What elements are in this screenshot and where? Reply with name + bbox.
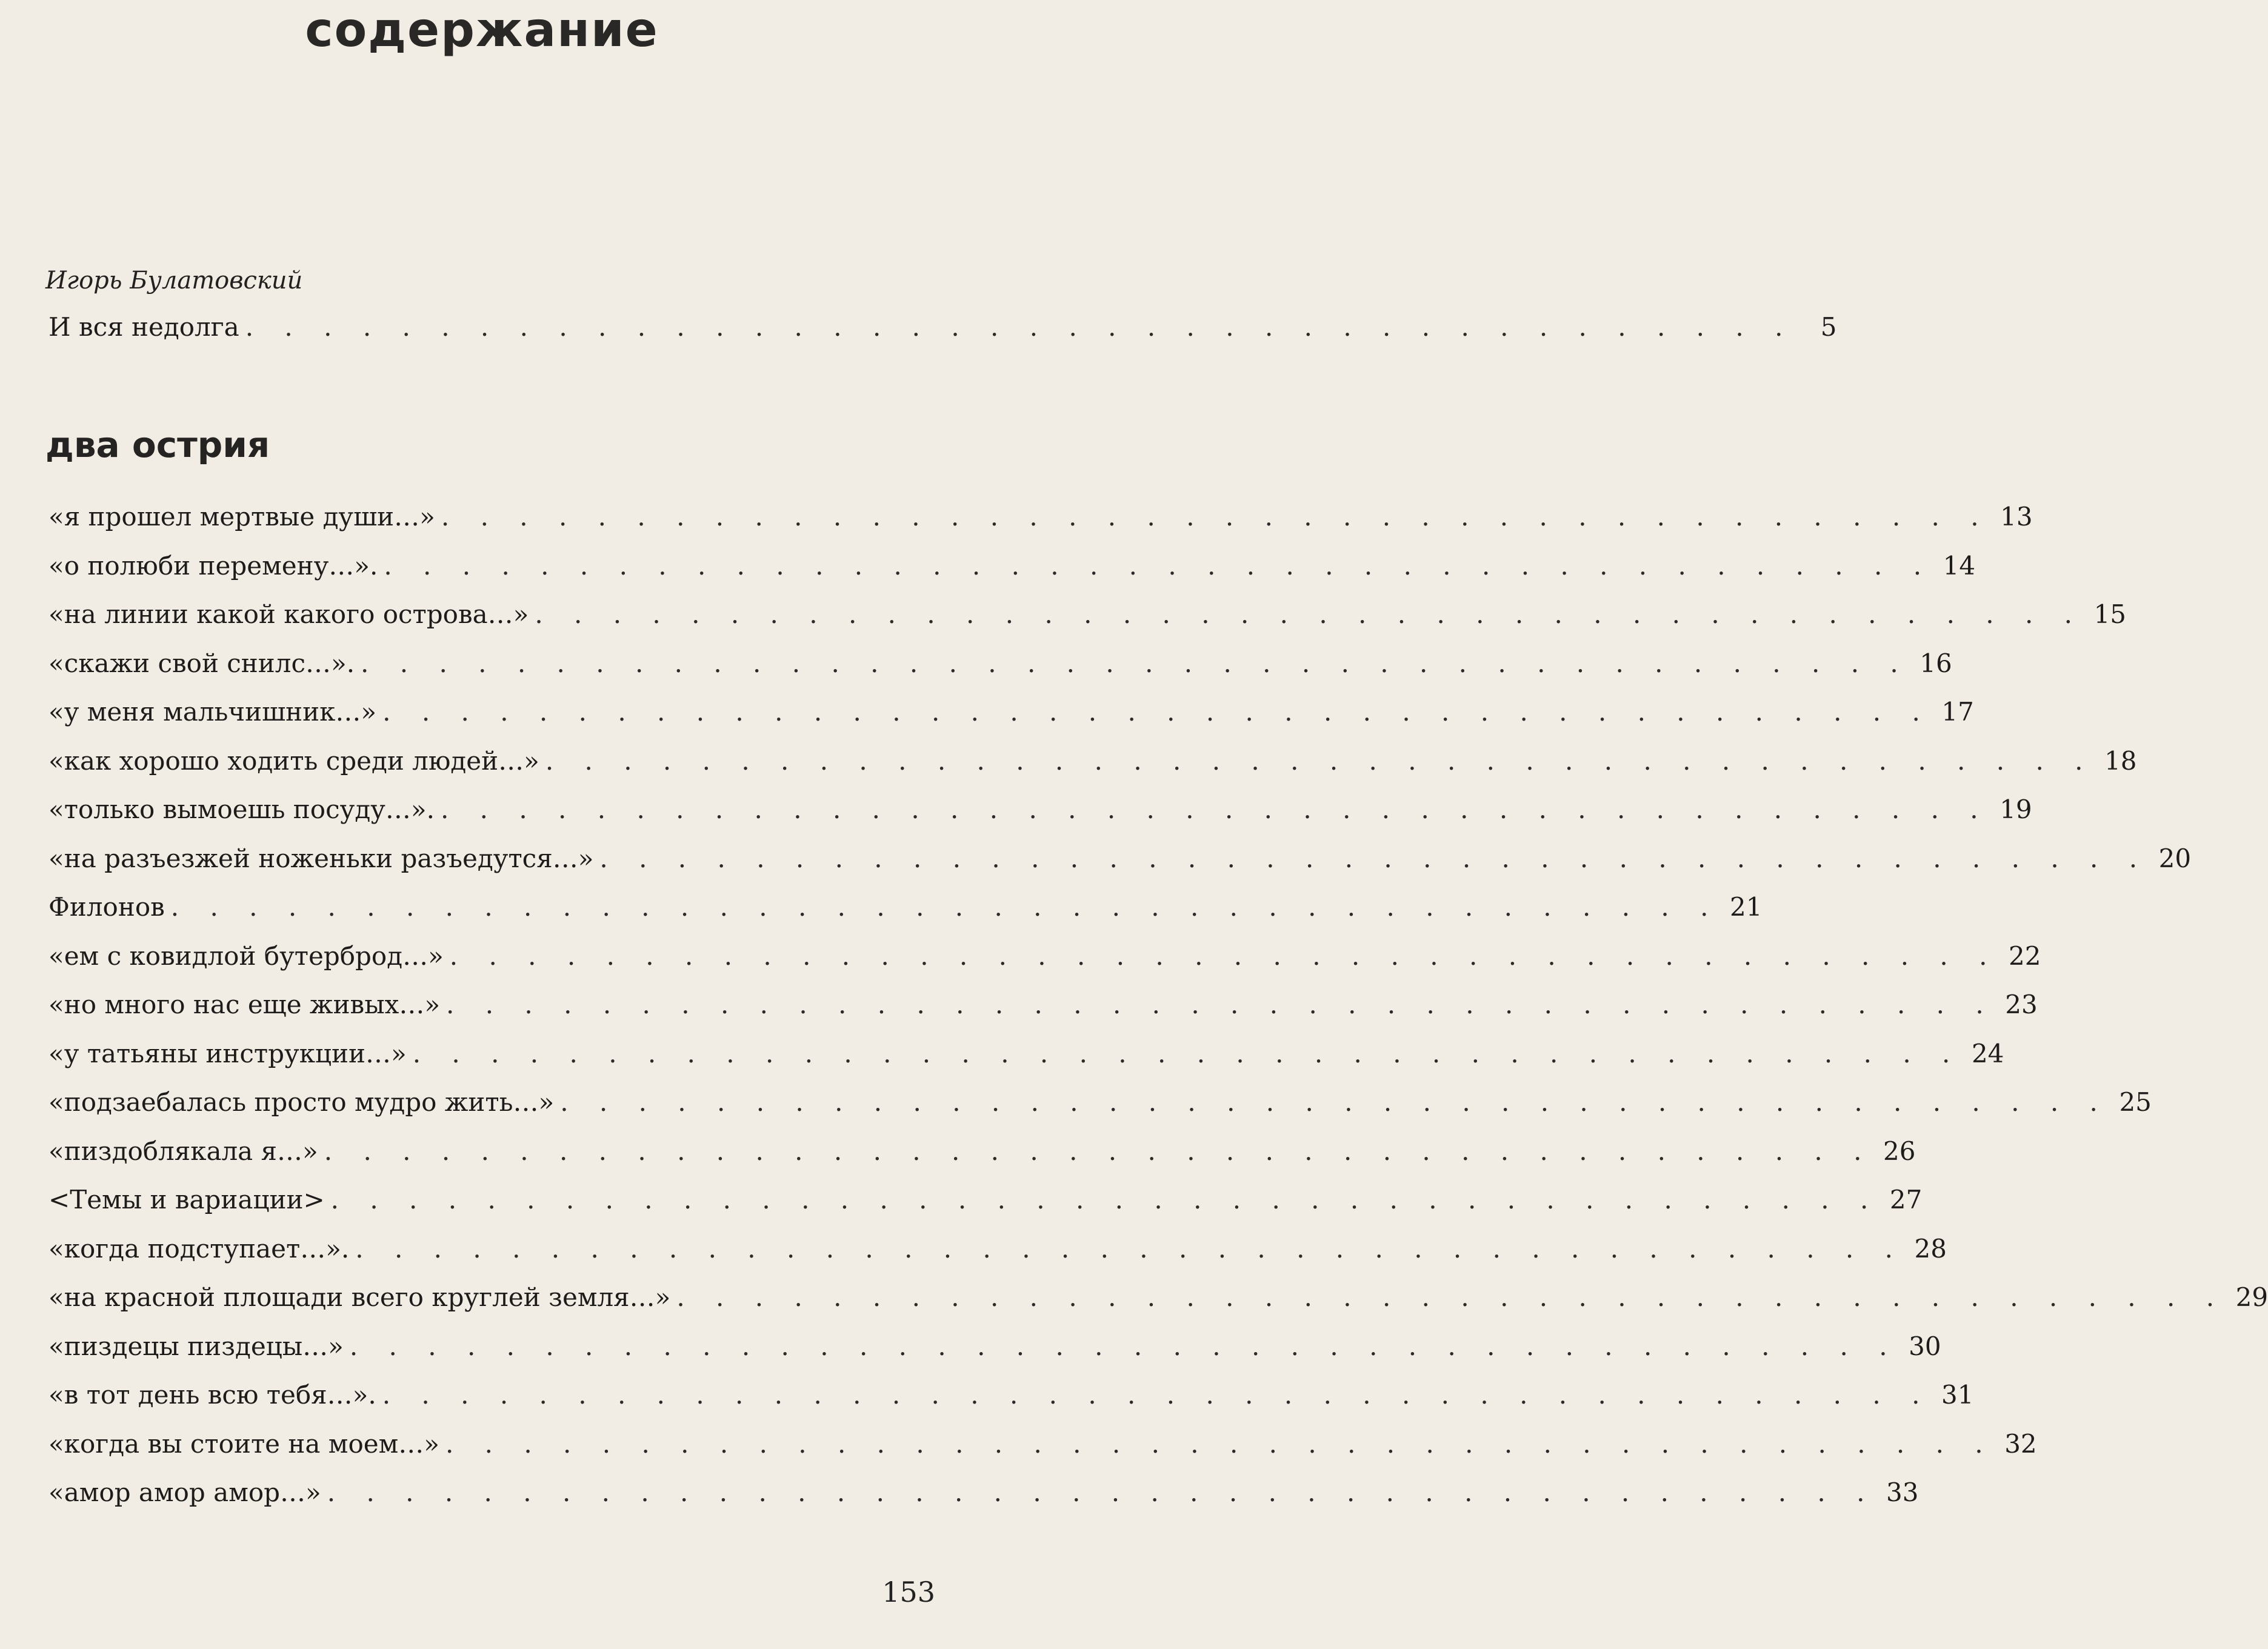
toc-entry-title: <Темы и вариации> (48, 1185, 325, 1214)
toc-entry (48, 1081, 2152, 1124)
toc-entry-intro (48, 306, 1837, 348)
toc-entry (48, 545, 1976, 587)
toc-entry (48, 1228, 1947, 1270)
toc-leader-dots: . . . . . . . . . . . . . . . . . . . . . . . . . . . . . . . . . . . . . . . . (545, 745, 2095, 776)
toc-entry-page: 5 (1820, 312, 1837, 342)
toc-entry-page: 24 (1971, 1038, 2004, 1068)
toc-entry-page: 25 (2119, 1087, 2152, 1117)
toc-leader-dots: . . . . . . . . . . . . . . . . . . . . . . . . . . . . . . . . . . . . . . . . (361, 648, 1910, 678)
toc-entry (48, 935, 2041, 978)
toc-entry-page: 15 (2093, 599, 2127, 629)
toc-leader-dots: . . . . . . . . . . . . . . . . . . . . . . . . . . . . . . . . . . . . . . . . (384, 550, 1933, 581)
toc-leader-dots: . . . . . . . . . . . . . . . . . . . . . . . . . . . . . . . . . . . . . . . . (412, 1038, 1962, 1068)
toc-leader-dots: . . . . . . . . . . . . . . . . . . . . . . . . . . . . . . . . . . . . . . . . (245, 312, 1795, 342)
toc-entry (48, 838, 2192, 880)
toc-entry-title: И вся недолга (48, 312, 239, 342)
toc-entry-page: 21 (1730, 892, 1763, 922)
toc-leader-dots: . . . . . . . . . . . . . . . . . . . . . . . . . . . . . . . . . . . . . . . . (535, 599, 2084, 629)
toc-leader-dots: . . . . . . . . . . . . . . . . . . . . . . . . . . . . . . . . . . . . . . . . (382, 697, 1932, 727)
toc-entry (48, 1276, 2268, 1319)
toc-leader-dots: . . . . . . . . . . . . . . . . . . . . . . . . . . . . . . . . . . . . . . . . (330, 1185, 1880, 1214)
toc-entry (48, 496, 2033, 538)
toc-leader-dots: . . . . . . . . . . . . . . . . . . . . . . . . . . . . . . . . . . . . . . . . (441, 502, 1990, 531)
toc-entry-title: «о полюби перемену…». (48, 550, 378, 581)
toc-entry-title: «когда вы стоите на моем…» (48, 1428, 439, 1459)
toc-entry-page: 27 (1889, 1185, 1923, 1214)
toc-leader-dots: . . . . . . . . . . . . . . . . . . . . . . . . . . . . . . . . . . . . . . . . (170, 892, 1720, 922)
toc-entry-page: 18 (2104, 745, 2137, 776)
toc-entry-page: 23 (2005, 990, 2038, 1019)
toc-entry (48, 1033, 2004, 1075)
toc-leader-dots: . . . . . . . . . . . . . . . . . . . . . . . . . . . . . . . . . . . . . . . . (560, 1087, 2109, 1117)
toc-leader-dots: . . . . . . . . . . . . . . . . . . . . . . . . . . . . . . . . . . . . . . . . (327, 1477, 1876, 1507)
toc-entry-title: «только вымоешь посуду…». (48, 795, 435, 824)
toc-entry (48, 984, 2038, 1026)
toc-entry-title: «ем с ковидлой бутерброд…» (48, 941, 444, 971)
toc-entry-page: 28 (1914, 1233, 1947, 1264)
toc-entry-page: 29 (2235, 1282, 2268, 1312)
toc-leader-dots: . . . . . . . . . . . . . . . . . . . . . . . . . . . . . . . . . . . . . . . . (445, 1428, 1995, 1459)
toc-entry (48, 593, 2127, 636)
section-title: два острия (45, 424, 270, 465)
toc-entry-title: «пиздецы пиздецы…» (48, 1331, 344, 1361)
toc-leader-dots: . . . . . . . . . . . . . . . . . . . . . . . . . . . . . . . . . . . . . . . . (446, 990, 1995, 1019)
toc-entry (48, 1374, 1974, 1416)
intro-author: Игорь Булатовский (45, 267, 303, 295)
toc-entry-page: 22 (2009, 941, 2041, 971)
toc-entry-page: 17 (1941, 697, 1974, 727)
toc-entry-page: 20 (2158, 843, 2192, 873)
toc-entry (48, 1423, 2037, 1465)
toc-leader-dots: . . . . . . . . . . . . . . . . . . . . . . . . . . . . . . . . . . . . . . . . (676, 1282, 2226, 1312)
toc-entry-title: «на красной площади всего круглей земля…» (48, 1282, 671, 1312)
toc-leader-dots: . . . . . . . . . . . . . . . . . . . . . . . . . . . . . . . . . . . . . . . . (449, 941, 1999, 971)
toc-entry (48, 691, 1974, 733)
page-number: 153 (882, 1576, 935, 1608)
toc-leader-dots: . . . . . . . . . . . . . . . . . . . . . . . . . . . . . . . . . . . . . . . . (349, 1331, 1899, 1361)
toc-entry (48, 642, 1952, 685)
toc-entry-title: «у татьяны инструкции…» (48, 1038, 407, 1068)
toc-leader-dots: . . . . . . . . . . . . . . . . . . . . . . . . . . . . . . . . . . . . . . . . (355, 1233, 1904, 1264)
toc-entry-page: 19 (2000, 795, 2032, 824)
toc-entry-page: 26 (1883, 1136, 1916, 1166)
page-title: содержание (305, 3, 659, 58)
toc-entry (48, 788, 2032, 831)
toc-leader-dots: . . . . . . . . . . . . . . . . . . . . . . . . . . . . . . . . . . . . . . . . (324, 1136, 1873, 1166)
toc-entry-title: «на разъезжей ноженьки разъедутся…» (48, 843, 594, 873)
toc-leader-dots: . . . . . . . . . . . . . . . . . . . . . . . . . . . . . . . . . . . . . . . . (599, 843, 2149, 873)
toc-entry-title: «пиздоблякала я…» (48, 1136, 318, 1166)
toc-entry (48, 886, 1763, 928)
toc-entry-title: «амор амор амор…» (48, 1477, 321, 1507)
toc-entry-title: «подзаебалась просто мудро жить…» (48, 1087, 555, 1117)
toc-entry-page: 33 (1886, 1477, 1919, 1507)
toc-entry (48, 1471, 1919, 1514)
toc-leader-dots: . . . . . . . . . . . . . . . . . . . . . . . . . . . . . . . . . . . . . . . . (382, 1380, 1932, 1410)
toc-entry-page: 16 (1919, 648, 1952, 678)
toc-entry-page: 13 (2000, 502, 2033, 531)
toc-entry (48, 1179, 1923, 1221)
toc-entry (48, 740, 2137, 782)
toc-entry (48, 1325, 1941, 1368)
toc-entry-title: «в тот день всю тебя…». (48, 1380, 376, 1410)
toc-entry-title: «на линии какой какого острова…» (48, 599, 529, 629)
toc-entry-page: 14 (1943, 550, 1976, 581)
toc-entry-page: 31 (1941, 1380, 1974, 1410)
toc-entry-title: Филонов (48, 892, 165, 922)
toc-entry-title: «у меня мальчишник…» (48, 697, 377, 727)
toc-entry (48, 1130, 1916, 1173)
toc-entry-title: «когда подступает…». (48, 1233, 350, 1264)
toc-entry-page: 30 (1909, 1331, 1941, 1361)
toc-leader-dots: . . . . . . . . . . . . . . . . . . . . . . . . . . . . . . . . . . . . . . . . (440, 795, 1990, 824)
toc-entry-page: 32 (2004, 1428, 2037, 1459)
toc-entry-title: «я прошел мертвые души…» (48, 502, 435, 531)
toc-entry-title: «но много нас еще живых…» (48, 990, 441, 1019)
toc-entry-title: «скажи свой снилс…». (48, 648, 355, 678)
toc-entry-title: «как хорошо ходить среди людей…» (48, 745, 539, 776)
